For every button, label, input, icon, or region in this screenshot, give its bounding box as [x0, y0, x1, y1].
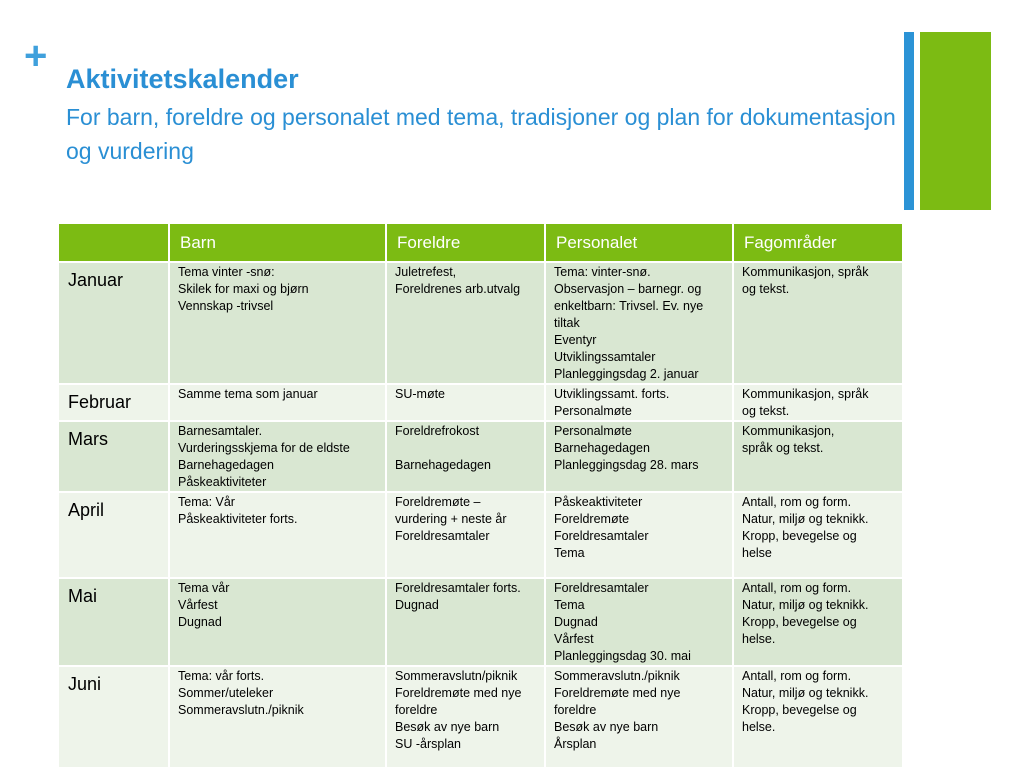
personalet-cell	[545, 666, 733, 768]
fag-cell	[733, 384, 903, 421]
cell-line: Antall, rom og form.	[742, 581, 852, 595]
cell-line: Foreldrefrokost	[395, 424, 480, 438]
table-header-row	[58, 223, 903, 262]
cell-line: Samme tema som januar	[178, 387, 318, 401]
cell-line: tiltak	[554, 316, 580, 330]
cell-line: Tema	[554, 598, 585, 612]
cell-line: Eventyr	[554, 333, 597, 347]
cell-line: helse.	[742, 632, 776, 646]
barn-cell	[169, 262, 386, 384]
cell-line: Planleggingsdag 30. mai	[554, 649, 691, 663]
cell-line: Kommunikasjon,	[742, 424, 835, 438]
column-header-barn: Barn	[169, 223, 386, 262]
cell-line: Utviklingssamtaler	[554, 350, 656, 364]
column-header-foreldre: Foreldre	[386, 223, 545, 262]
cell-line: Foreldresamtaler	[395, 529, 490, 543]
fag-cell	[733, 578, 903, 666]
foreldre-cell	[386, 421, 545, 492]
barn-cell	[169, 666, 386, 768]
cell-line: Vårfest	[178, 598, 218, 612]
decor-green-bar	[920, 32, 991, 210]
cell-line: Kommunikasjon, språk	[742, 265, 869, 279]
cell-line: Kropp, bevegelse og	[742, 703, 857, 717]
cell-line: vurdering + neste år	[395, 512, 507, 526]
cell-line: Årsplan	[554, 737, 597, 751]
cell-line: Dugnad	[178, 615, 222, 629]
cell-line: Planleggingsdag 28. mars	[554, 458, 699, 472]
month-cell: Februar	[58, 384, 169, 421]
table-row	[58, 666, 903, 768]
cell-line: Sommeravslutn/piknik	[395, 669, 518, 683]
cell-line: Antall, rom og form.	[742, 495, 852, 509]
cell-line: Juletrefest,	[395, 265, 457, 279]
cell-line: Natur, miljø og teknikk.	[742, 598, 869, 612]
cell-line: foreldre	[395, 703, 438, 717]
cell-line: Tema vinter -snø:	[178, 265, 275, 279]
cell-line: Natur, miljø og teknikk.	[742, 512, 869, 526]
barn-cell	[169, 492, 386, 578]
fag-cell	[733, 421, 903, 492]
column-header-fagomrader: Fagområder	[733, 223, 903, 262]
cell-line: Foreldresamtaler	[554, 529, 649, 543]
barn-cell	[169, 384, 386, 421]
barn-cell	[169, 578, 386, 666]
table-row	[58, 262, 903, 384]
personalet-cell	[545, 384, 733, 421]
cell-line: Besøk av nye barn	[554, 720, 659, 734]
month-cell: Januar	[58, 262, 169, 384]
cell-line: Vennskap -trivsel	[178, 299, 274, 313]
cell-line: Kommunikasjon, språk	[742, 387, 869, 401]
cell-line: Utviklingssamt. forts.	[554, 387, 670, 401]
cell-line: Foreldresamtaler forts.	[395, 581, 521, 595]
cell-line: helse	[742, 546, 772, 560]
cell-line: Barnehagedagen	[178, 458, 274, 472]
personalet-cell	[545, 578, 733, 666]
month-cell: Juni	[58, 666, 169, 768]
fag-cell	[733, 666, 903, 768]
foreldre-cell	[386, 492, 545, 578]
fag-cell	[733, 492, 903, 578]
cell-line: Påskeaktiviteter forts.	[178, 512, 298, 526]
cell-line: Foreldremøte med nye	[395, 686, 522, 700]
month-cell: Mai	[58, 578, 169, 666]
cell-line: Sommeravslutn./piknik	[554, 669, 680, 683]
column-header-personalet: Personalet	[545, 223, 733, 262]
table-row	[58, 384, 903, 421]
cell-line: Foreldremøte med nye	[554, 686, 681, 700]
decor-blue-bar	[904, 32, 914, 210]
foreldre-cell	[386, 262, 545, 384]
cell-line	[395, 440, 544, 457]
cell-line: Vurderingsskjema for de eldste	[178, 441, 350, 455]
header-corner-cell	[58, 223, 169, 262]
cell-line: enkeltbarn: Trivsel. Ev. nye	[554, 299, 704, 313]
cell-line: Barnehagedagen	[395, 458, 491, 472]
barn-cell	[169, 421, 386, 492]
cell-line: språk og tekst.	[742, 441, 824, 455]
cell-line: Tema: vinter-snø.	[554, 265, 651, 279]
cell-line: Barnesamtaler.	[178, 424, 263, 438]
month-cell: April	[58, 492, 169, 578]
personalet-cell	[545, 262, 733, 384]
cell-line: helse.	[742, 720, 776, 734]
month-cell: Mars	[58, 421, 169, 492]
cell-line: Foreldremøte	[554, 512, 630, 526]
cell-line: Sommer/uteleker	[178, 686, 274, 700]
cell-line: Foreldresamtaler	[554, 581, 649, 595]
cell-line: Tema vår	[178, 581, 230, 595]
cell-line: Observasjon – barnegr. og	[554, 282, 702, 296]
cell-line: SU -årsplan	[395, 737, 461, 751]
page-subtitle: For barn, foreldre og personalet med tema, tradisjoner og plan for dokumentasjon og vurdering	[66, 104, 896, 164]
cell-line: Kropp, bevegelse og	[742, 615, 857, 629]
foreldre-cell	[386, 666, 545, 768]
cell-line: Planleggingsdag 2. januar	[554, 367, 699, 381]
cell-line: og tekst.	[742, 404, 790, 418]
cell-line: Personalmøte	[554, 404, 632, 418]
cell-line: Vårfest	[554, 632, 594, 646]
cell-line: Foreldremøte –	[395, 495, 481, 509]
plus-icon: +	[24, 34, 48, 78]
foreldre-cell	[386, 578, 545, 666]
cell-line: Påskeaktiviteter	[178, 475, 267, 489]
cell-line: Natur, miljø og teknikk.	[742, 686, 869, 700]
cell-line: Tema: Vår	[178, 495, 235, 509]
cell-line: Kropp, bevegelse og	[742, 529, 857, 543]
fag-cell	[733, 262, 903, 384]
cell-line: Tema	[554, 546, 585, 560]
cell-line: Barnehagedagen	[554, 441, 650, 455]
table-row	[58, 421, 903, 492]
cell-line: Skilek for maxi og bjørn	[178, 282, 309, 296]
cell-line: Personalmøte	[554, 424, 632, 438]
cell-line: Påskeaktiviteter	[554, 495, 643, 509]
cell-line: Dugnad	[395, 598, 439, 612]
cell-line: foreldre	[554, 703, 597, 717]
table-row	[58, 492, 903, 578]
cell-line: og tekst.	[742, 282, 790, 296]
cell-line: Tema: vår forts.	[178, 669, 265, 683]
personalet-cell	[545, 421, 733, 492]
cell-line: Besøk av nye barn	[395, 720, 500, 734]
activity-calendar-table	[57, 222, 904, 769]
foreldre-cell	[386, 384, 545, 421]
cell-line: Antall, rom og form.	[742, 669, 852, 683]
cell-line: SU-møte	[395, 387, 445, 401]
cell-line: Foreldrenes arb.utvalg	[395, 282, 521, 296]
page-title: Aktivitetskalender	[66, 64, 299, 94]
personalet-cell	[545, 492, 733, 578]
cell-line: Dugnad	[554, 615, 598, 629]
cell-line: Sommeravslutn./piknik	[178, 703, 304, 717]
table-row	[58, 578, 903, 666]
